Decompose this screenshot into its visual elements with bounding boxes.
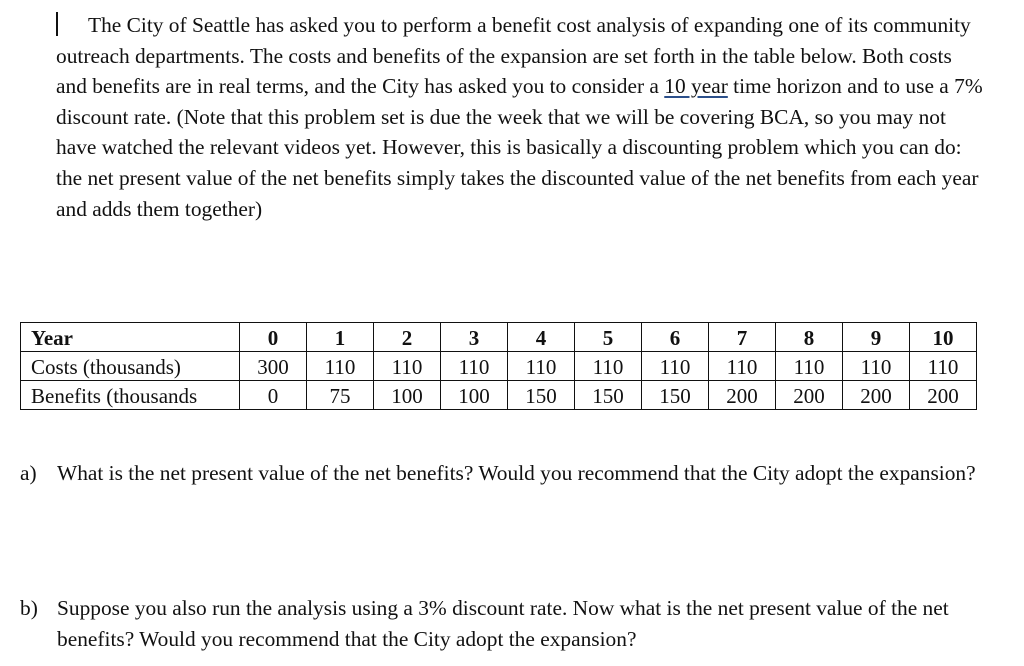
table-cell-cost: 110 [374,352,441,381]
table-cell-benefit: 0 [240,381,307,410]
table-cell-cost: 110 [910,352,977,381]
table-cell-benefit: 200 [910,381,977,410]
table-row-year [21,323,977,352]
table-cell-benefit: 200 [843,381,910,410]
table-cell-benefit: 100 [441,381,508,410]
table-cell-benefit: 150 [508,381,575,410]
table-cell-year: 3 [441,323,508,352]
table-cell-cost: 110 [709,352,776,381]
intro-text-start: The City of Seattle has asked you to perform a benefit cost analysis of expanding one of its community outreach departments. The costs and benefits of the expansion are set forth in the table below. Both costs and benefits are in real terms, and the City has asked you to consider a [56,13,971,99]
table-cell-benefit: 200 [776,381,843,410]
table-cell-year: 4 [508,323,575,352]
table-cell-year: 0 [240,323,307,352]
table-header-label: Year [21,323,240,352]
table-cell-year: 6 [642,323,709,352]
table-cell-cost: 300 [240,352,307,381]
table-cell-year: 7 [709,323,776,352]
question-text: What is the net present value of the net benefits? Would you recommend that the City adopt the expansion? [57,461,976,485]
table-cell-benefit: 75 [307,381,374,410]
question-text: Suppose you also run the analysis using a 3% discount rate. Now what is the net present value of the net benefits? Would you recommend that the City adopt the expansion? [57,596,949,651]
table-cell-year: 8 [776,323,843,352]
table-cell-cost: 110 [642,352,709,381]
table-cell-cost: 110 [441,352,508,381]
table-row-costs [21,352,977,381]
table-row-benefits [21,381,977,410]
time-horizon-underlined: 10 year [664,74,728,99]
intro-text-end: time horizon and to use a 7% discount rate. (Note that this problem set is due the week that we will be covering BCA, so you may not have watched the relevant videos yet. However, this is basically a discounting problem which you can do: the net present value of the net benefits simply takes the discounted value of the net benefits from each year and adds them together) [56,74,983,221]
table-cell-year: 10 [910,323,977,352]
question-marker: b) [20,596,38,620]
table-cell-benefit: 200 [709,381,776,410]
table-cell-cost: 110 [307,352,374,381]
table-cell-cost: 110 [508,352,575,381]
intro-paragraph [56,10,986,224]
table-cell-cost: 110 [575,352,642,381]
table-cell-benefit: 150 [575,381,642,410]
table-cell-cost: 110 [776,352,843,381]
table-cell-benefit: 100 [374,381,441,410]
question-a [20,458,1000,489]
table-cell-year: 9 [843,323,910,352]
cost-benefit-table [20,322,977,410]
table-cell-year: 5 [575,323,642,352]
table-cell-cost: 110 [843,352,910,381]
table-row-label: Benefits (thousands [21,381,240,410]
table-cell-benefit: 150 [642,381,709,410]
question-b [20,593,1000,654]
table-cell-year: 2 [374,323,441,352]
question-marker: a) [20,461,37,485]
table-cell-year: 1 [307,323,374,352]
table-row-label: Costs (thousands) [21,352,240,381]
text-cursor [56,12,58,36]
